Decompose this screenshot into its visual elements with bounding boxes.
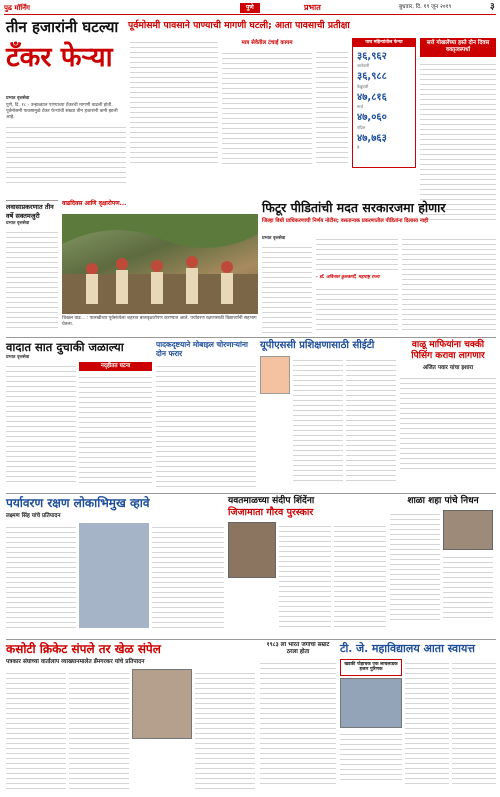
stat-value: ४७,०६० <box>357 112 387 124</box>
top-story-headline-block <box>6 18 126 75</box>
pit-quote-by: - डॉ. अविनाश कुलकर्णी, महाराष्ट्र राज्य <box>316 275 380 280</box>
text-column <box>316 48 348 166</box>
vadat-byline: प्रभात वृत्तसेवा <box>6 355 30 361</box>
text-column <box>316 235 398 273</box>
text-column <box>346 356 396 481</box>
stat-value: ४७,८१६ <box>357 91 387 103</box>
valu-sub: अजित पवार यांचा इशारा <box>422 364 474 371</box>
text-column <box>69 669 129 789</box>
photo-title: वाढदिवस आणि वृक्षारोपण... <box>62 200 127 207</box>
stat-value: ४७,७६३ <box>357 132 387 144</box>
text-column <box>6 523 76 628</box>
yavat-story <box>228 496 386 636</box>
pit-story-headline: फिटूर पीडितांची मदत सरकारजमा होणार <box>262 200 446 215</box>
paryavaran-columns <box>6 523 224 628</box>
stat-label: मार्च <box>357 104 363 110</box>
event-photo <box>340 678 402 728</box>
text-column <box>260 659 336 784</box>
speaker-photo <box>132 669 192 739</box>
bottom-mid-story <box>260 642 336 794</box>
vadat-headline: वादात सात दुचाकी जळाल्या <box>6 340 124 354</box>
vadat-side <box>79 362 152 483</box>
upsc-story <box>260 340 396 490</box>
ag-story-byline: प्रभात वृत्तसेवा <box>6 221 30 227</box>
text-column <box>152 523 224 628</box>
top-story-byline: प्रभात वृत्तसेवा <box>6 96 30 101</box>
stat-label: मे <box>357 145 360 151</box>
tj-box: खडकी पोहाचक एक लाचलाडक हजार पुरिणक <box>340 659 402 676</box>
right-column-title: सत्ते गोखलेंच्या हस्ते दोन दिवस वक्तृत्वस्पर्धा <box>420 38 496 57</box>
text-column <box>222 49 312 167</box>
vadat-columns <box>6 362 152 483</box>
tj-left <box>340 659 402 784</box>
tj-columns <box>340 659 496 784</box>
pada-story <box>156 340 256 490</box>
pit-story-byline: प्रभात वृत्तसेवा <box>262 236 286 241</box>
text-column <box>452 659 496 784</box>
yavat-headline: यवतमाळच्या संदीप शिंदेंना <box>228 496 315 506</box>
text-column <box>400 374 496 469</box>
text-column <box>293 356 343 481</box>
stats-box <box>352 38 416 168</box>
divider <box>6 493 496 494</box>
top-story-col1 <box>6 95 126 195</box>
shaala-headline: शाळा शहा पांचे निधन <box>407 496 479 506</box>
text-column <box>340 730 402 780</box>
bottom-mid-title: १९८३ ला भारत जगाचा सम्राट ठरला होता <box>266 642 330 656</box>
stats-box-title: पाच महिन्यांतील फेऱ्या <box>353 39 415 47</box>
section-tag: पुणे <box>240 3 260 13</box>
text-column <box>316 285 398 333</box>
issue-date: बुधवार, दि. १९ जून २०१९ <box>399 4 452 10</box>
stat-value: ३६,९६२ <box>357 50 387 62</box>
photo-caption: चिखल वाढ... : पालखीच्या पूर्वसंध्येला शहरात बालवृक्षारोपण करण्यात आले. पर्यावरण रक्षणासाठी विद्यार्थ्यांनी सहभाग घेतला. <box>62 316 257 328</box>
yavat-headline-2: जिजामाता गौरव पुरस्कार <box>228 507 314 519</box>
brand-logo: प्रभात <box>304 3 321 12</box>
paryavaran-sub: लक्ष्मण सिंह यांचे प्रतिपादन <box>6 513 61 519</box>
top-story-banner: पूर्वमोसमी पावसाने पाण्याची मागणी घटली; आता पावसाची प्रतीक्षा <box>128 20 350 31</box>
upsc-headline: यूपीएससी प्रशिक्षणासाठी सीईटी <box>260 340 375 351</box>
text-column <box>130 38 218 166</box>
top-story-kicker: तीन हजारांनी घटल्या <box>6 18 119 36</box>
stat-label: फेब्रुवारी <box>357 83 369 89</box>
paryavaran-story <box>6 496 224 636</box>
text-column <box>195 669 255 789</box>
text-column <box>6 123 126 183</box>
author-photo <box>260 356 290 394</box>
top-story-col3 <box>222 40 312 166</box>
text-column <box>402 235 496 333</box>
divider <box>6 639 496 640</box>
stat-label: एप्रिल <box>357 124 366 130</box>
shaala-story <box>390 496 496 636</box>
portrait-photo <box>443 510 493 550</box>
news-photo <box>62 214 258 314</box>
text-column <box>420 60 496 220</box>
stats-list <box>353 47 415 153</box>
pada-headline: पादकदृष्टयाने मोबाइल चोरणाऱ्यांना दोन फरार <box>156 340 248 359</box>
top-story-lead: पुणे, दि. १८ - उन्हाळ्यात पाण्याच्या टँकरची मागणी वाढली होती. पूर्वमोसमी पावसामुळे टँकर फेऱ्यांची संख्या तीन हजारांनी कमी झाली आहे. <box>6 102 118 120</box>
stat-value: ३६,९८८ <box>357 71 387 83</box>
event-photo <box>79 523 149 628</box>
text-column <box>279 522 331 630</box>
shaala-right <box>443 510 493 620</box>
portrait-photo <box>228 522 276 578</box>
tj-story <box>340 642 496 794</box>
text-column <box>6 362 76 482</box>
divider <box>6 337 496 338</box>
page-number: ३ <box>490 2 495 12</box>
text-column <box>6 228 58 328</box>
divider <box>6 200 58 201</box>
paryavaran-headline: पर्यावरण रक्षण लोकाभिमुख व्हावे <box>6 496 150 510</box>
vadat-story <box>6 340 152 490</box>
ag-story-title: लवासाप्रकरणात तीन वर्षे सक्तमजुरी <box>6 203 54 220</box>
cricket-story <box>6 642 256 794</box>
masthead-left-label: पुढ मॉर्निंग <box>4 4 30 12</box>
cricket-columns <box>6 669 256 789</box>
vadat-side-title: नद्हीतत घटना <box>79 362 152 371</box>
text-column <box>79 373 152 483</box>
cricket-sub: पत्रकार संघाच्या वार्तालाप व्याख्यानमालेत डॅमगरकर यांचे प्रतिपादन <box>6 659 145 665</box>
shaala-columns <box>390 510 496 620</box>
text-column <box>334 522 386 630</box>
top-story-midtitle: मात्र सेवेतील टंचाई कायम <box>241 40 293 46</box>
tj-headline: टी. जे. महाविद्यालय आता स्वायत्त <box>340 642 475 655</box>
valu-story <box>400 340 496 490</box>
yavat-columns <box>228 522 386 630</box>
pit-story <box>262 200 496 224</box>
valu-headline: वाळू माफियांना चक्की पिसिंग करावा लागणार <box>411 340 485 362</box>
text-column <box>156 362 256 487</box>
text-column <box>443 553 493 619</box>
text-column <box>6 669 66 789</box>
text-column <box>390 510 440 620</box>
cricket-headline: कसोटी क्रिकेट संपले तर खेळ संपेल <box>6 642 161 656</box>
masthead <box>4 3 496 15</box>
text-column <box>405 659 449 784</box>
top-story-headline: टँकर फेऱ्या <box>6 41 113 73</box>
pit-story-body <box>262 235 496 335</box>
pit-story-sub: जिल्हा विधी प्राधिकरणाची निर्णय नोटीस; वसतान्यक प्रकरणातील पीडितांना दिलासा नाही <box>262 217 429 224</box>
text-column <box>262 243 312 333</box>
stat-label: जानेवारी <box>357 63 370 69</box>
ag-story <box>6 203 58 333</box>
crowd-image <box>62 214 258 314</box>
upsc-columns <box>260 356 396 481</box>
